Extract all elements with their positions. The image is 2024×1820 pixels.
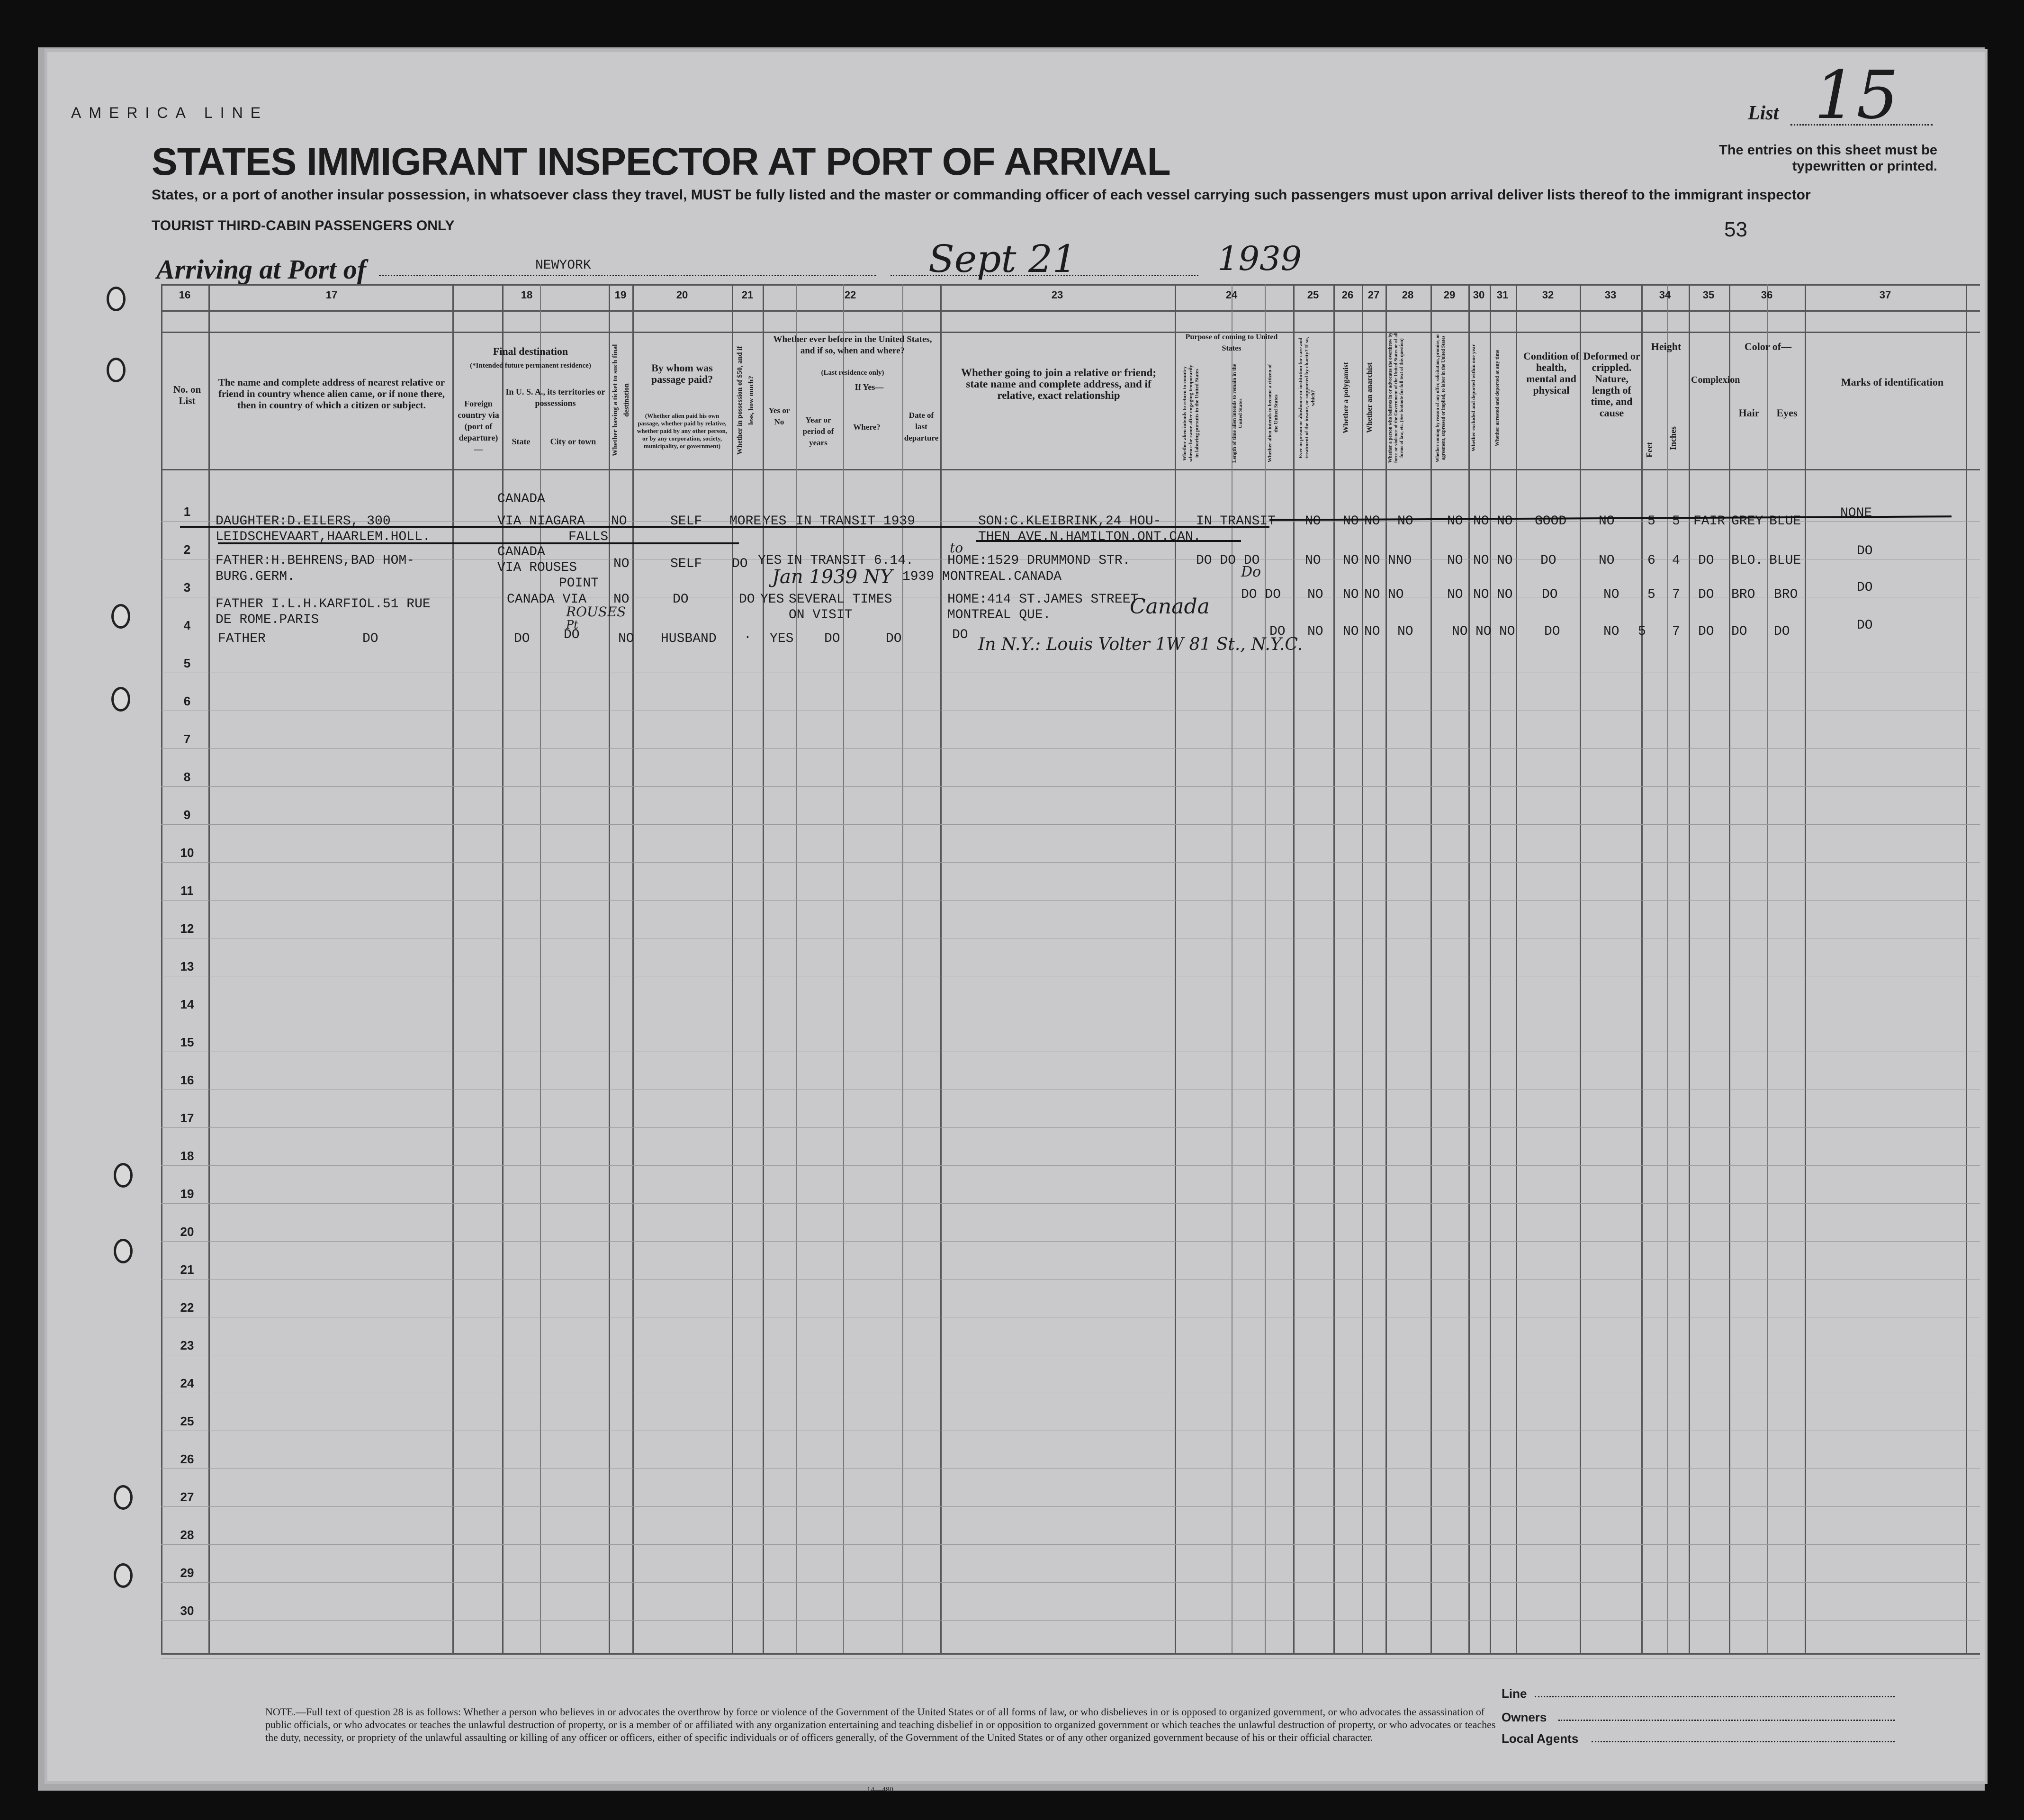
binder-hole — [107, 358, 126, 382]
row3-relative-2: DE ROME.PARIS — [216, 613, 319, 627]
hdr-year-period: Year or period of years — [802, 415, 834, 447]
row2-city-2: POINT — [559, 576, 599, 591]
column-number: 27 — [1367, 289, 1380, 301]
row4-country: DO — [514, 631, 530, 646]
column-line — [1385, 284, 1387, 1653]
subtitle: States, or a port of another insular possession, in whatsoever class they travel, MUST be fully listed and the master or commanding officer of each vessel carrying such passengers must upon arrival deliver lists thereof to the immigrant inspector — [152, 187, 1811, 203]
row3-join-2: MONTREAL QUE. — [947, 608, 1051, 622]
row1-passage: SELF — [670, 514, 702, 529]
hdr-if-yes: If Yes— — [855, 382, 884, 392]
hdr-c25: Ever in prison or almshouse or institution for care and treatment of the insane, or supported by charity? If so, which? — [1298, 337, 1316, 459]
row-number: 10 — [180, 846, 194, 860]
row-number: 14 — [180, 997, 194, 1011]
column-line — [1689, 284, 1690, 1653]
row1-c28: NO — [1397, 514, 1413, 529]
row4-c30: NO — [1475, 624, 1492, 639]
row-number: 6 — [183, 694, 191, 708]
row3-c28: NO — [1388, 587, 1404, 602]
row1-c30: NO — [1473, 514, 1489, 529]
row2-relative-2: BURG.GERM. — [216, 569, 296, 584]
row-number: 1 — [183, 505, 191, 519]
row-number: 11 — [180, 883, 194, 898]
row-number: 17 — [180, 1111, 194, 1125]
row-number: 2 — [183, 542, 191, 557]
row3-marks: DO — [1857, 580, 1873, 595]
hdr-purpose: Purpose of coming to United States — [1185, 333, 1278, 352]
hdr-passage: By whom was passage paid? — [651, 362, 713, 385]
colnum-line — [161, 310, 1980, 312]
shipping-line: AMERICA LINE — [71, 104, 269, 121]
hdr-c31: Whether arrested and deported at any time — [1494, 350, 1500, 446]
footer-line-label: Line — [1502, 1686, 1527, 1701]
entries-note: The entries on this sheet must be typewritten or printed. — [1719, 143, 1937, 174]
row-number: 15 — [180, 1035, 194, 1049]
hdr-c27: Whether an anarchist — [1366, 362, 1374, 433]
row-line — [161, 1165, 1980, 1166]
row2-handwritten-mark: Do — [1241, 564, 1261, 580]
hdr-c26: Whether a polygamist — [1342, 362, 1350, 434]
row2-join-1: HOME:1529 DRUMMOND STR. — [947, 553, 1131, 568]
row2-inches: 4 — [1672, 553, 1680, 568]
hdr-nearest-relative: The name and complete address of nearest relative or friend in country whence alien came, or if none there, then in country of which a citizen or subject. — [218, 377, 445, 411]
column-number: 26 — [1341, 289, 1354, 301]
column-line — [540, 284, 541, 1653]
column-number: 25 — [1307, 289, 1319, 301]
column-line — [161, 284, 162, 1653]
column-line — [763, 284, 764, 1653]
row-line — [161, 824, 1980, 825]
row-line — [161, 1506, 1980, 1507]
row-line — [161, 1203, 1980, 1204]
column-line — [1362, 284, 1363, 1653]
row2-country-1: CANADA — [497, 545, 545, 559]
binder-hole — [114, 1163, 133, 1188]
row4-feet: 5 — [1638, 624, 1646, 639]
row4-c28: NO — [1397, 624, 1413, 639]
column-line — [1516, 284, 1517, 1653]
column-line — [502, 284, 504, 1653]
row4-p24: DO — [1269, 624, 1286, 639]
column-line — [796, 284, 797, 1653]
row2-hair: BLO. — [1731, 553, 1763, 568]
row3-join-1: HOME:414 ST.JAMES STREET — [947, 592, 1139, 607]
row4-health: DO — [1544, 624, 1560, 639]
row2-country-2: VIA ROUSES — [497, 560, 577, 575]
row3-complexion: DO — [1698, 587, 1714, 602]
row2-deformed: NO — [1599, 553, 1615, 568]
row-number: 8 — [183, 770, 191, 784]
row1-deformed: NO — [1599, 514, 1615, 529]
row1-hair: GREY — [1731, 514, 1763, 529]
row4-city: DO — [564, 628, 580, 642]
hdr-purpose-c: Whether alien intends to become a citizen of the United States — [1267, 364, 1279, 463]
row2-join-2: 1939 MONTREAL.CANADA — [902, 569, 1062, 584]
row-number: 26 — [180, 1452, 194, 1466]
column-number: 29 — [1443, 289, 1456, 301]
row4-deformed: NO — [1603, 624, 1619, 639]
binder-hole — [111, 604, 130, 629]
arrival-year: 1939 — [1217, 239, 1302, 278]
row4-eyes: DO — [1774, 624, 1790, 639]
hdr-where: Where? — [853, 423, 881, 432]
column-number: 32 — [1542, 289, 1554, 301]
column-line — [1265, 284, 1266, 1653]
hdr-c33: Deformed or crippled. Nature, length of time, and cause — [1583, 350, 1640, 419]
row3-handwritten-canada: Canada — [1130, 595, 1210, 619]
row-number: 5 — [183, 656, 191, 670]
binder-hole — [114, 1563, 133, 1588]
row1-feet: 5 — [1647, 514, 1655, 529]
column-line — [1805, 284, 1806, 1653]
row2-feet: 6 — [1647, 553, 1655, 568]
binder-hole — [111, 687, 130, 712]
row1-year: IN TRANSIT 1939 — [796, 514, 916, 529]
row1-health: GOOD — [1535, 514, 1567, 529]
row1-join-2: THEN AVE.N.HAMILTON.ONT.CAN. — [978, 530, 1201, 544]
row2-ticket: NO — [613, 557, 630, 571]
row4-passage: HUSBAND — [661, 631, 717, 646]
arrival-date: Sept 21 — [928, 237, 1077, 281]
column-line — [1430, 284, 1432, 1653]
row-number: 20 — [180, 1225, 194, 1239]
row4-join: DO — [952, 628, 968, 642]
row1-strikethrough-3 — [218, 542, 739, 544]
row-line — [161, 900, 1980, 901]
hdr-ticket: Whether having a ticket to such final destination — [612, 344, 630, 457]
hdr-state: State — [512, 437, 531, 446]
row-number: 28 — [180, 1528, 194, 1542]
hdr-inches: Inches — [1668, 426, 1678, 450]
form-number: 14—480 — [867, 1786, 893, 1794]
column-line — [1580, 284, 1581, 1653]
row2-eyes: BLUE — [1769, 553, 1801, 568]
column-line — [1293, 284, 1295, 1653]
column-number: 24 — [1225, 289, 1238, 301]
row3-c27: NO — [1364, 587, 1380, 602]
row2-p24: DO DO DO — [1196, 553, 1260, 568]
row2-health: DO — [1540, 553, 1556, 568]
grid-top — [161, 284, 1980, 286]
row1-country-2: VIA NIAGARA — [497, 514, 585, 529]
hdr-feet: Feet — [1645, 442, 1654, 458]
row2-relative-1: FATHER:H.BEHRENS,BAD HOM- — [216, 553, 415, 568]
row2-c27: NO — [1364, 553, 1380, 568]
row3-city-handwritten: Pt — [566, 618, 578, 631]
row1-c27: NO — [1364, 514, 1380, 529]
row2-c30: NO — [1473, 553, 1489, 568]
port-value: NEWYORK — [535, 258, 591, 273]
list-number: 15 — [1814, 57, 1899, 134]
row1-before: YES — [763, 514, 787, 529]
row4-fifty: . — [744, 628, 752, 642]
row3-year: SEVERAL TIMES — [789, 592, 892, 607]
column-number: 30 — [1473, 289, 1485, 301]
column-number: 34 — [1659, 289, 1671, 301]
row-number: 9 — [183, 808, 191, 822]
row4-year: DO — [824, 631, 840, 646]
column-line — [1667, 284, 1668, 1653]
column-line — [1468, 284, 1470, 1653]
row-line — [161, 786, 1980, 787]
footer-agents-label: Local Agents — [1502, 1731, 1579, 1746]
row4-relative-1: FATHER — [218, 631, 266, 646]
row1-c26: NO — [1343, 514, 1359, 529]
hdr-before-us-note: (Last residence only) — [821, 369, 884, 377]
hdr-before-us: Whether ever before in the United States, and if so, when and where? — [773, 334, 932, 356]
row1-c25: NO — [1305, 514, 1321, 529]
footer-line-field — [1535, 1696, 1895, 1697]
column-line — [1641, 284, 1643, 1653]
row-line — [161, 1582, 1980, 1583]
row1-relative-2: LEIDSCHEVAART,HAARLEM.HOLL. — [216, 530, 431, 544]
row-number: 22 — [180, 1300, 194, 1315]
column-line — [208, 284, 210, 1653]
row1-c31: NO — [1497, 514, 1513, 529]
row4-hair: DO — [1731, 624, 1747, 639]
row3-ticket: NO — [613, 592, 630, 607]
column-line — [902, 284, 903, 1653]
hdr-in-usa: In U. S. A., its territories or possessions — [505, 387, 605, 408]
row-number: 24 — [180, 1376, 194, 1390]
port-line — [379, 275, 876, 276]
row-number: 4 — [183, 618, 191, 632]
row4-complexion: DO — [1698, 624, 1714, 639]
row-number: 25 — [180, 1414, 194, 1428]
column-number: 22 — [844, 289, 856, 301]
row3-relative-1: FATHER I.L.H.KARFIOL.51 RUE — [216, 597, 431, 612]
list-label: List — [1748, 102, 1779, 124]
column-line — [1490, 284, 1491, 1653]
row-line — [161, 862, 1980, 863]
hdr-city: City or town — [550, 437, 596, 446]
row1-marks: NONE — [1840, 506, 1872, 521]
passenger-class: TOURIST THIRD-CABIN PASSENGERS ONLY — [152, 218, 455, 234]
page-title: STATES IMMIGRANT INSPECTOR AT PORT OF ARRIVAL — [152, 140, 1170, 183]
column-number: 20 — [676, 289, 688, 301]
column-number: 31 — [1496, 289, 1509, 301]
row2-before: YES — [758, 553, 782, 568]
row2-marks: DO — [1857, 544, 1873, 559]
column-number: 23 — [1051, 289, 1063, 301]
row3-eyes: BRO — [1774, 587, 1798, 602]
grid-bottom — [161, 1653, 1980, 1655]
row-number: 21 — [180, 1262, 194, 1277]
row-number: 12 — [180, 921, 194, 936]
row4-c26: NO — [1343, 624, 1359, 639]
row3-p24: DO DO — [1241, 587, 1281, 602]
row3-hair: BRO — [1731, 587, 1755, 602]
row1-strikethrough-4 — [976, 540, 1241, 542]
row3-passage: DO — [673, 592, 689, 607]
column-number: 18 — [521, 289, 533, 301]
column-number: 19 — [614, 289, 627, 301]
row1-eyes: BLUE — [1769, 514, 1801, 529]
row3-c26: NO — [1343, 587, 1359, 602]
row2-c28: NNO — [1388, 553, 1412, 568]
hdr-fifty: Whether in possession of $50, and if less, how much? — [736, 346, 755, 455]
row-number: 29 — [180, 1566, 194, 1580]
hdr-final-destination-note: (*Intended future permanent residence) — [470, 362, 591, 369]
hdr-purpose-a: Whether alien intends to return to country whence he came after engaging temporarily in laboring pursuits in the United States — [1182, 365, 1200, 462]
column-line — [1333, 284, 1335, 1653]
row3-before: YES — [760, 592, 784, 607]
row3-handwritten-dest: Jan 1939 NY — [772, 566, 893, 588]
row1-fifty: MORE — [729, 514, 762, 529]
row-number: 30 — [180, 1604, 194, 1618]
hdr-foreign-country: Foreign country via (port of departure)— — [458, 399, 499, 454]
row2-year: IN TRANSIT 6.14. — [786, 553, 914, 568]
column-line — [1767, 284, 1768, 1653]
column-line — [843, 284, 844, 1653]
hdr-complexion: Complexion — [1691, 375, 1740, 385]
hdr-marks: Marks of identification — [1841, 376, 1944, 388]
row3-city: ROUSES — [566, 604, 626, 620]
column-number: 36 — [1761, 289, 1773, 301]
row-number: 23 — [180, 1338, 194, 1352]
row4-before: YES — [770, 631, 794, 646]
row-number: 7 — [183, 732, 191, 746]
row-number: 13 — [180, 959, 194, 973]
row4-c29: NO — [1452, 624, 1468, 639]
row-number: 27 — [180, 1490, 194, 1504]
row2-c29: NO — [1447, 553, 1463, 568]
row4-c31: NO — [1499, 624, 1515, 639]
row1-ticket: NO — [611, 514, 627, 529]
row4-inches: 7 — [1672, 624, 1680, 639]
hdr-hair: Hair — [1738, 407, 1760, 419]
hdr-c28: Whether a person who believes in or advocates the overthrow by force or violence of the Government of the United States or of all forms of law, etc. (See footnote for full text of this question) — [1388, 333, 1404, 463]
column-number: 28 — [1402, 289, 1414, 301]
row1-country-1: CANADA — [497, 492, 545, 506]
row1-relative-1: DAUGHTER:D.EILERS, 300 — [216, 514, 391, 529]
row2-c31: NO — [1497, 553, 1513, 568]
row4-c25: NO — [1307, 624, 1323, 639]
column-number: 21 — [741, 289, 754, 301]
row1-complexion: FAIR — [1693, 514, 1726, 529]
column-number: 16 — [179, 289, 191, 301]
row3-health: DO — [1542, 587, 1558, 602]
row3-c30: NO — [1473, 587, 1489, 602]
footer-agents-field — [1592, 1741, 1895, 1742]
row-line — [161, 1544, 1980, 1545]
hdr-c30: Whether excluded and deported within one year — [1471, 344, 1476, 452]
row2-fifty: DO — [732, 557, 748, 571]
column-line — [732, 284, 733, 1653]
hdr-join-relative: Whether going to join a relative or friend; state name and complete address, and if relative, exact relationship — [961, 367, 1157, 401]
row-line — [161, 1241, 1980, 1242]
column-line — [632, 284, 634, 1653]
hdr-passage-note: (Whether alien paid his own passage, whether paid by relative, whether paid by any other person, or by any corporation, society, municipality, or government) — [637, 412, 728, 450]
column-line — [609, 284, 610, 1653]
column-line — [1966, 284, 1967, 1653]
row1-strikethrough — [180, 526, 1269, 528]
row-number: 19 — [180, 1187, 194, 1201]
row1-handwritten-to: to — [950, 540, 963, 556]
hdr-c32: Condition of health, mental and physical — [1523, 350, 1579, 396]
header-top-line — [161, 332, 1980, 333]
column-number: 33 — [1604, 289, 1617, 301]
row1-inches: 5 — [1672, 514, 1680, 529]
binder-hole — [114, 1485, 133, 1510]
row3-c29: NO — [1447, 587, 1463, 602]
row-number: 18 — [180, 1149, 194, 1163]
column-number: 37 — [1879, 289, 1891, 301]
column-line — [452, 284, 454, 1653]
row-number: 3 — [183, 580, 191, 595]
row4-relative-2: DO — [362, 631, 378, 646]
sheet-number: 53 — [1724, 218, 1747, 241]
column-line — [1175, 284, 1176, 1653]
row1-p24: IN TRANSIT — [1196, 514, 1276, 529]
row3-country-1: CANADA VIA — [507, 592, 587, 607]
hdr-no-on-list: No. on List — [173, 384, 201, 406]
footnote-question-28: NOTE.—Full text of question 28 is as follows: Whether a person who believes in or advocates the overthrow by force or violence of the Government of the United States or of all forms of law, or who disbelieves in or is opposed to organized government, or who advocates the assassination of public officials, or who advocates or teaches the unlawful destruction of property, or is a member of or affiliated with any organization entertaining and teaching disbelief in or opposition to organized government or which teaches the unlawful destruction of property, or who advocates or teaches the duty, necessity, or propriety of the unlawful assaulting or killing of any officer or officers, either of specific individuals or of officers generally, of the Government of the United States or of any other organized government because of his or their official character. — [265, 1706, 1496, 1743]
row-line — [161, 748, 1980, 749]
footer-owners-field — [1558, 1720, 1895, 1721]
hdr-date-departure: Date of last departure — [904, 411, 939, 442]
row2-complexion: DO — [1698, 553, 1714, 568]
row1-c29: NO — [1447, 514, 1463, 529]
hdr-final-destination: Final destination — [493, 345, 568, 357]
header-bottom-line — [161, 469, 1980, 470]
hdr-color-of: Color of— — [1744, 341, 1792, 352]
footer-owners-label: Owners — [1502, 1710, 1547, 1724]
row4-marks: DO — [1857, 618, 1873, 633]
row1-join-1: SON:C.KLEIBRINK,24 HOU- — [978, 514, 1161, 529]
row3-feet: 5 — [1647, 587, 1655, 602]
binder-hole — [114, 1239, 133, 1263]
row4-ticket: NO — [618, 631, 634, 646]
hdr-purpose-b: Length of time alien intends to remain in the United States — [1232, 364, 1243, 463]
column-number: 17 — [325, 289, 338, 301]
row3-c25: NO — [1307, 587, 1323, 602]
row-line — [161, 1620, 1980, 1621]
row3-fifty: DO — [739, 592, 755, 607]
column-line — [940, 284, 942, 1653]
hdr-height: Height — [1651, 341, 1682, 352]
row2-c25: NO — [1305, 553, 1321, 568]
hdr-c29: Whether coming by reason of any offer, solicitation, promise, or agreement, expressed or implied, to labor in the United States — [1435, 333, 1446, 462]
arriving-label: Arriving at Port of — [156, 254, 367, 285]
row4-c27: NO — [1364, 624, 1380, 639]
row-line — [161, 1127, 1980, 1128]
column-line — [1729, 284, 1730, 1653]
row3-deformed: NO — [1603, 587, 1619, 602]
row2-passage: SELF — [670, 557, 702, 571]
row4-handwritten-ny: In N.Y.: Louis Volter 1W 81 St., N.Y.C. — [978, 635, 1303, 654]
column-number: 35 — [1702, 289, 1715, 301]
row3-c31: NO — [1497, 587, 1513, 602]
row-number: 16 — [180, 1073, 194, 1087]
hdr-eyes: Eyes — [1776, 407, 1798, 419]
row2-c26: NO — [1343, 553, 1359, 568]
row4-where: DO — [886, 631, 902, 646]
row3-where: ON VISIT — [789, 608, 853, 622]
binder-hole — [107, 287, 126, 311]
hdr-yes-no: Yes or No — [768, 406, 790, 426]
row3-inches: 7 — [1672, 587, 1680, 602]
row1-city-2: FALLS — [568, 530, 609, 544]
